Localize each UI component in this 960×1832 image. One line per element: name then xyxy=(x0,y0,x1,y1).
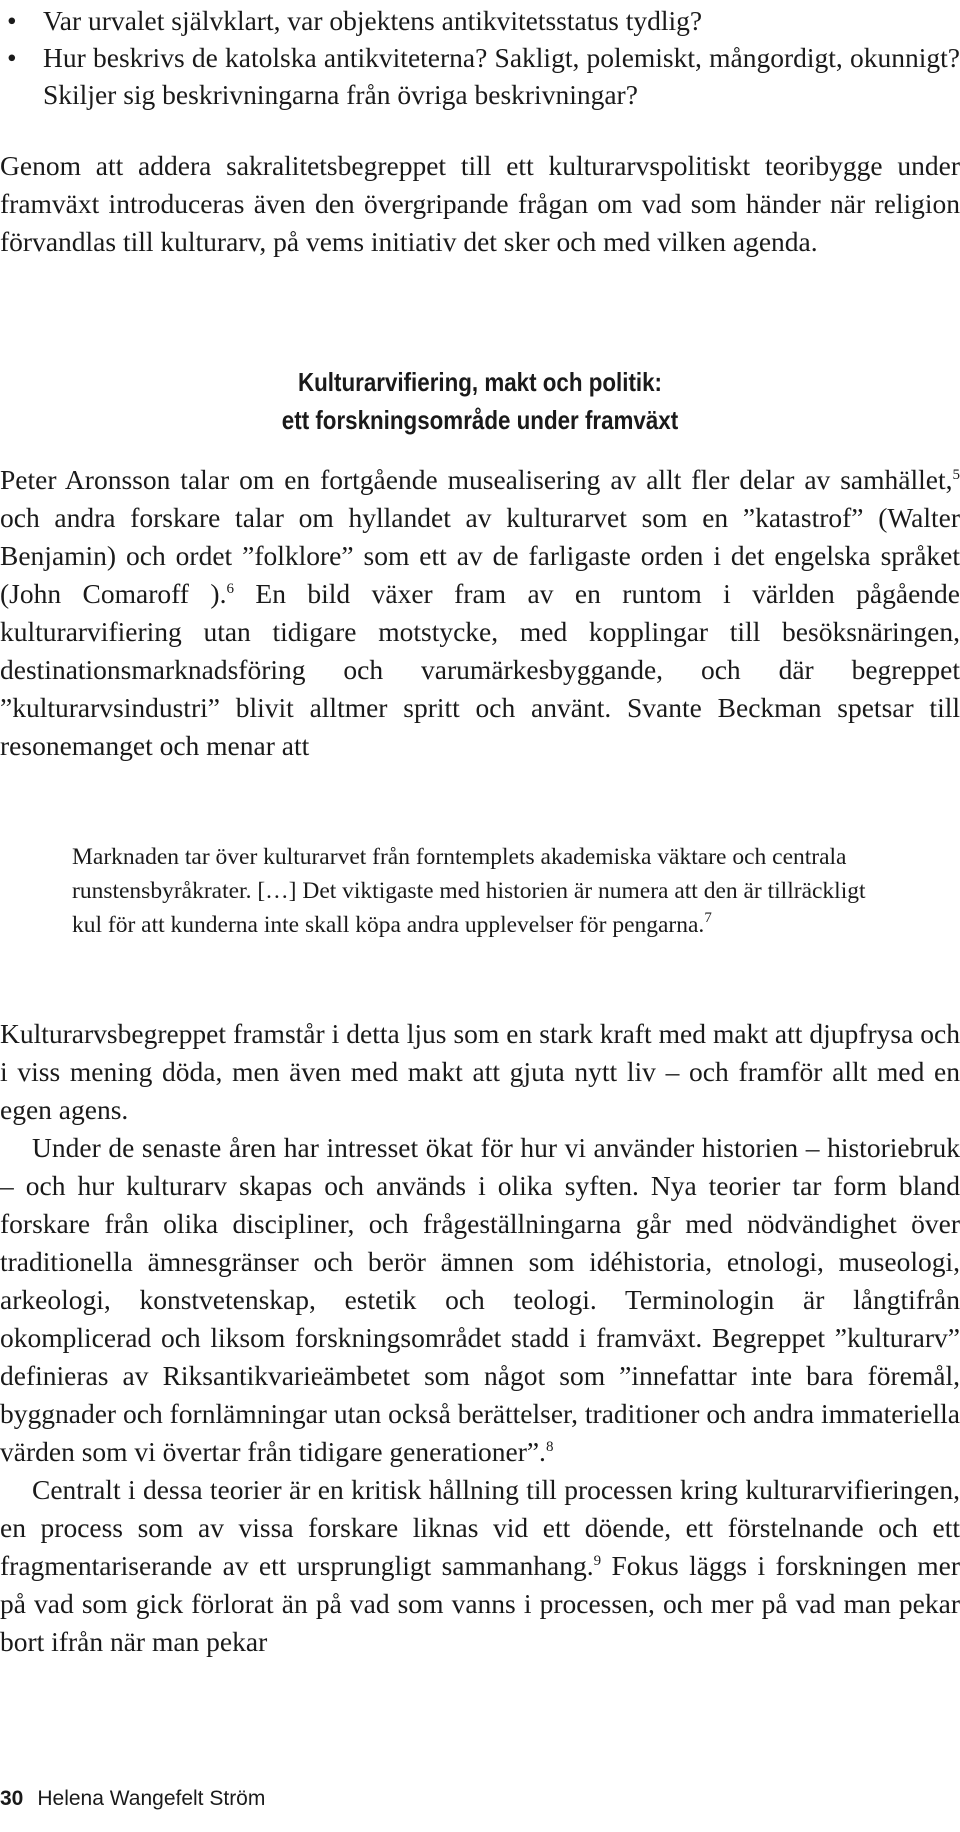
paragraph-text: Under de senaste åren har intresset ökat för hur vi använder historien – historiebruk – och hur kulturarv skapas och används i olika syften. Nya teorier tar form bland forskare från olika discipliner, och frågeställningarna går med nödvändighet över traditionella ämnesgränser och berör ämnen som idéhistoria, etnologi, museologi, arkeologi, konstvetenskap, estetik och teologi. Terminologin är långtifrån okomplicerad och liksom forskningsområdet stadd i framväxt. Begreppet ”kulturarv” definieras av Riksantikvarieämbetet som något som ”innefattar inte bara föremål, byggnader och fornlämningar utan också berättelser, traditioner och andra immateriella värden som vi övertar från tidigare generationer”. xyxy=(0,1132,960,1467)
bullet-icon: • xyxy=(7,5,17,36)
running-author: Helena Wangefelt Ström xyxy=(37,1787,266,1810)
list-item-text: Var urvalet självklart, var objektens antikvitetsstatus tydlig? xyxy=(43,5,703,36)
page-footer xyxy=(0,1785,265,1813)
bullet-icon: • xyxy=(7,42,17,73)
footnote-marker: 9 xyxy=(593,1553,602,1569)
quote-text: Marknaden tar över kulturarvet från forntemplets akademiska väktare och centrala runstensbyråkrater. […] Det viktigaste med historien är numera att den är tillräckligt kul för att kunderna inte skall köpa andra upplevelser för pengarna. xyxy=(72,844,866,938)
body-text xyxy=(0,1015,960,1661)
question-list xyxy=(0,2,960,113)
body-paragraph-3 xyxy=(0,1129,960,1471)
intro-paragraph: Genom att addera sakralitetsbegreppet till ett kulturarvspolitiskt teoribygge under framväxt introduceras även den övergripande frågan om vad som händer när religion förvandlas till kulturarv, på vems initiativ det sker och med vilken agenda. xyxy=(0,150,960,257)
paragraph-text: En bild växer fram av en runtom i världen pågående kulturarvifiering utan tidigare motstycke, med kopplingar till besöksnäringen, destinationsmarknadsföring och varumärkesbyggande, och där begreppet ”kulturarvsindustri” blivit alltmer spritt och använt. Svante Beckman spetsar till resonemanget och menar att xyxy=(0,578,960,761)
page-number: 30 xyxy=(0,1787,24,1810)
block-quote xyxy=(72,840,880,942)
paragraph-text: Fokus läggs i forskningen mer på vad som gick förlorat än på vad som vanns i processen, och mer på vad man pekar bort ifrån när man pekar xyxy=(0,1550,960,1657)
list-item-text: Hur beskrivs de katolska antikviteterna? Sakligt, polemiskt, mångordigt, okunnigt? Skiljer sig beskrivningarna från övriga beskrivningar? xyxy=(43,42,960,110)
footnote-marker: 5 xyxy=(952,467,960,483)
list-item xyxy=(0,2,960,39)
paragraph-text: och andra forskare talar om hyllandet av kulturarvet som en ”katastrof” (Walter Benjamin) och ordet ”folklore” som ett av de farligaste orden i det engelska språket (John Comaroff ). xyxy=(0,502,960,609)
paragraph-text: Centralt i dessa teorier är en kritisk hållning till processen kring kulturarvifieringen, en process som av vissa forskare liknas vid ett döende, ett förstelnande och ett fragmentariserande av ett ursprungligt sammanhang. xyxy=(0,1474,960,1581)
body-paragraph-4 xyxy=(0,1471,960,1661)
footnote-marker: 6 xyxy=(226,581,234,597)
section-heading-line-2: ett forskningsområde under framväxt xyxy=(281,405,679,435)
paragraph-text: Peter Aronsson talar om en fortgående musealisering av allt fler delar av samhället, xyxy=(0,464,953,495)
body-paragraph-2: Kulturarvsbegreppet framstår i detta ljus som en stark kraft med makt att djupfrysa och i viss mening döda, men även med makt att gjuta nytt liv – och framför allt med en egen agens. xyxy=(0,1018,960,1125)
footnote-marker: 8 xyxy=(545,1439,554,1455)
section-heading xyxy=(67,363,893,439)
list-item xyxy=(0,39,960,113)
footnote-marker: 7 xyxy=(704,910,712,926)
section-heading-line-1: Kulturarvifiering, makt och politik: xyxy=(297,367,663,397)
body-paragraph-1 xyxy=(0,461,960,765)
